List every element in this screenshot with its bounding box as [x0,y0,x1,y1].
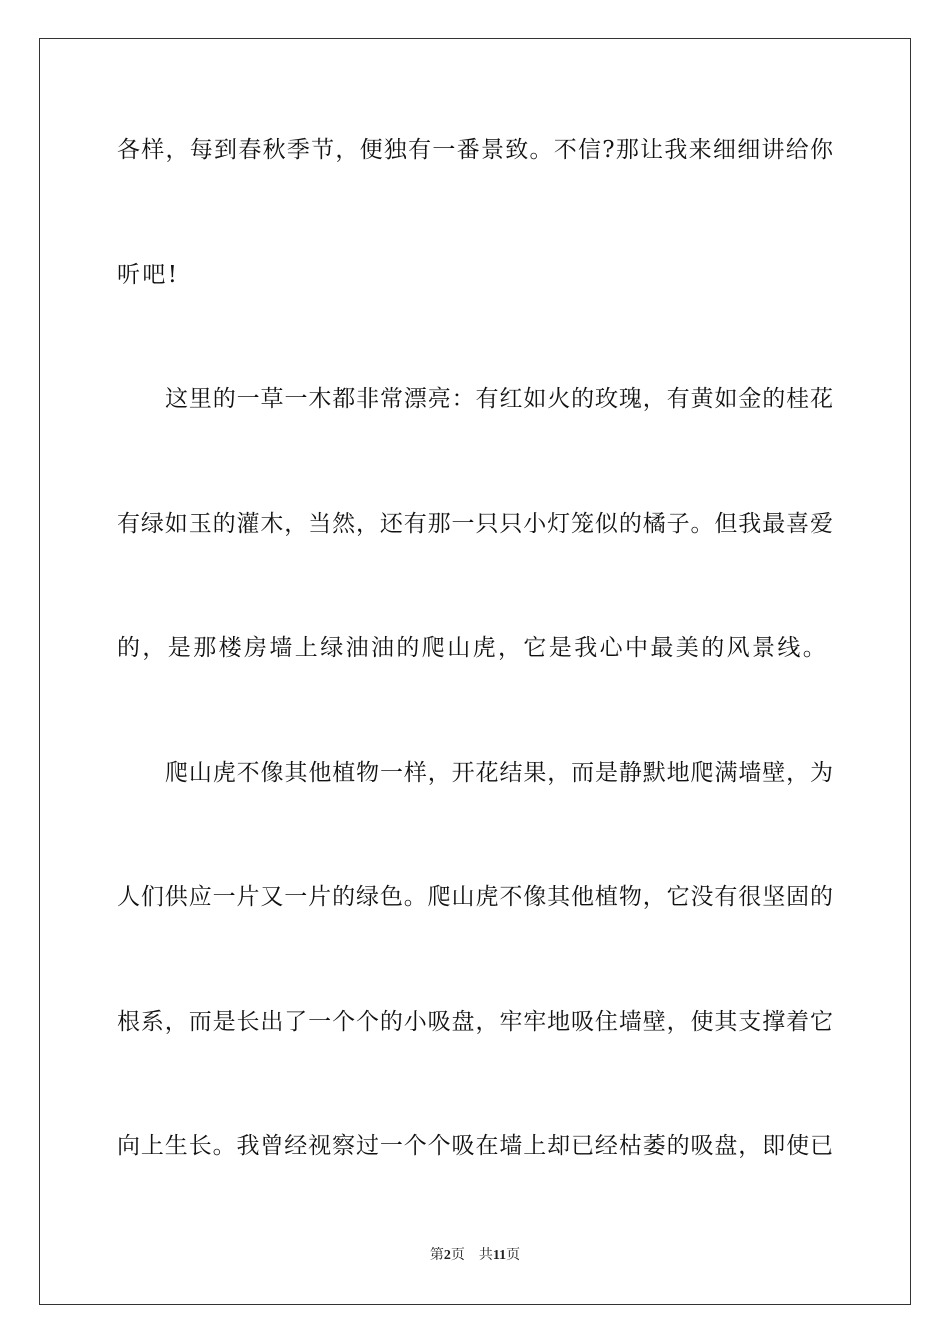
page-number: 2 [443,1248,451,1263]
page-border [39,38,911,1305]
body-line-3: 这里的一草一木都非常漂亮：有红如火的玫瑰，有黄如金的桂花 [165,386,833,412]
page-footer [0,1247,950,1265]
body-line-4: 有绿如玉的灌木，当然，还有那一只只小灯笼似的橘子。但我最喜爱 [117,511,833,537]
body-line-6: 爬山虎不像其他植物一样，开花结果，而是静默地爬满墙壁，为 [165,760,833,786]
total-prefix: 共 [478,1248,493,1263]
total-pages: 11 [492,1248,507,1263]
body-line-9: 向上生长。我曾经视察过一个个吸在墙上却已经枯萎的吸盘，即使已 [117,1133,833,1159]
page-prefix: 第 [429,1248,444,1263]
body-line-1: 各样，每到春秋季节，便独有一番景致。不信?那让我来细细讲给你 [117,137,833,163]
body-line-8: 根系，而是长出了一个个的小吸盘，牢牢地吸住墙壁，使其支撑着它 [117,1009,833,1035]
body-line-5: 的，是那楼房墙上绿油油的爬山虎，它是我心中最美的风景线。 [117,635,829,661]
total-suffix: 页 [506,1248,521,1263]
page-suffix: 页 [450,1248,465,1263]
body-line-7: 人们供应一片又一片的绿色。爬山虎不像其他植物，它没有很坚固的 [117,884,833,910]
body-line-2: 听吧! [117,262,180,288]
